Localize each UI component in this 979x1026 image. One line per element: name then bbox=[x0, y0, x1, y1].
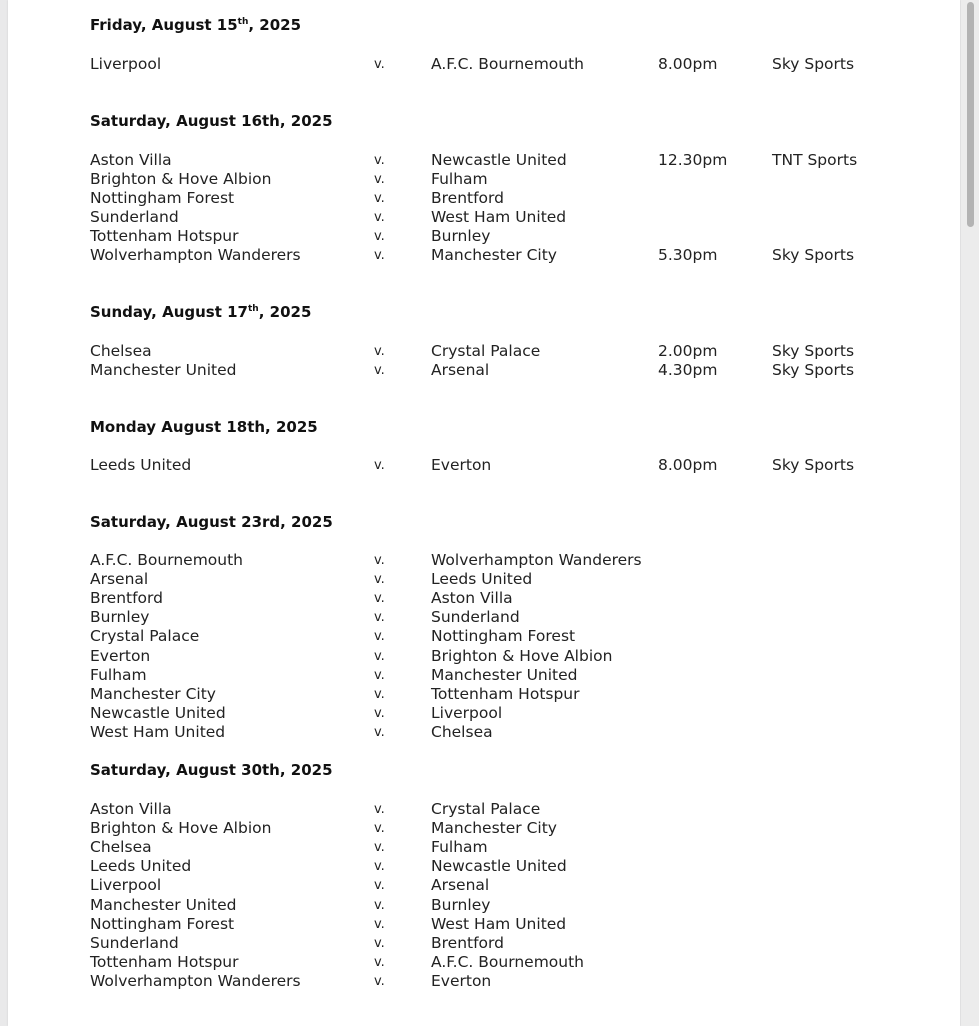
away-team: Nottingham Forest bbox=[431, 627, 576, 645]
away-team: Aston Villa bbox=[431, 589, 513, 607]
date-heading bbox=[90, 761, 333, 780]
date-ordinal-suffix: th bbox=[248, 304, 259, 314]
home-team: Aston Villa bbox=[90, 800, 172, 818]
date-heading-text: Saturday, August 23rd, 2025 bbox=[90, 513, 333, 531]
away-team: Brighton & Hove Albion bbox=[431, 647, 613, 665]
date-heading-text: Sunday, August 17 bbox=[90, 303, 248, 321]
versus-label: v. bbox=[374, 572, 385, 587]
away-team: Crystal Palace bbox=[431, 800, 541, 818]
fixture-row bbox=[8, 915, 948, 934]
home-team: A.F.C. Bournemouth bbox=[90, 551, 243, 569]
versus-label: v. bbox=[374, 859, 385, 874]
home-team: Burnley bbox=[90, 608, 150, 626]
versus-label: v. bbox=[374, 706, 385, 721]
broadcaster: Sky Sports bbox=[772, 342, 855, 360]
away-team: West Ham United bbox=[431, 915, 567, 933]
versus-label: v. bbox=[374, 668, 385, 683]
versus-label: v. bbox=[374, 840, 385, 855]
date-heading-year: , 2025 bbox=[258, 303, 312, 321]
versus-label: v. bbox=[374, 955, 385, 970]
home-team: Sunderland bbox=[90, 934, 179, 952]
date-heading-year: , 2025 bbox=[248, 16, 302, 34]
away-team: Newcastle United bbox=[431, 151, 567, 169]
away-team: Burnley bbox=[431, 896, 491, 914]
home-team: Leeds United bbox=[90, 456, 192, 474]
away-team: Manchester United bbox=[431, 666, 578, 684]
fixture-row bbox=[8, 666, 948, 685]
fixture-row bbox=[8, 170, 948, 189]
home-team: Brighton & Hove Albion bbox=[90, 170, 272, 188]
fixture-row bbox=[8, 934, 948, 953]
away-team: Everton bbox=[431, 456, 492, 474]
fixture-row bbox=[8, 227, 948, 246]
home-team: Liverpool bbox=[90, 876, 162, 894]
versus-label: v. bbox=[374, 629, 385, 644]
broadcaster: Sky Sports bbox=[772, 456, 855, 474]
fixture-row bbox=[8, 189, 948, 208]
versus-label: v. bbox=[374, 610, 385, 625]
home-team: Tottenham Hotspur bbox=[90, 953, 239, 971]
home-team: Manchester United bbox=[90, 896, 237, 914]
home-team: Manchester United bbox=[90, 361, 237, 379]
home-team: Sunderland bbox=[90, 208, 179, 226]
away-team: Chelsea bbox=[431, 723, 493, 741]
kickoff-time: 4.30pm bbox=[658, 361, 718, 379]
versus-label: v. bbox=[374, 248, 385, 263]
away-team: Fulham bbox=[431, 170, 488, 188]
date-heading-text: Saturday, August 30th, 2025 bbox=[90, 761, 333, 779]
kickoff-time: 5.30pm bbox=[658, 246, 718, 264]
home-team: Brighton & Hove Albion bbox=[90, 819, 272, 837]
home-team: Nottingham Forest bbox=[90, 915, 235, 933]
fixture-document bbox=[8, 0, 960, 1026]
away-team: Sunderland bbox=[431, 608, 520, 626]
fixture-row bbox=[8, 55, 948, 74]
fixture-row bbox=[8, 647, 948, 666]
date-heading-text: Friday, August 15 bbox=[90, 16, 238, 34]
date-heading-text: Saturday, August 16th, 2025 bbox=[90, 112, 333, 130]
away-team: Wolverhampton Wanderers bbox=[431, 551, 642, 569]
kickoff-time: 2.00pm bbox=[658, 342, 718, 360]
versus-label: v. bbox=[374, 802, 385, 817]
away-team: Burnley bbox=[431, 227, 491, 245]
away-team: Manchester City bbox=[431, 246, 557, 264]
versus-label: v. bbox=[374, 687, 385, 702]
away-team: Arsenal bbox=[431, 876, 490, 894]
home-team: Liverpool bbox=[90, 55, 162, 73]
home-team: Wolverhampton Wanderers bbox=[90, 246, 301, 264]
fixture-row bbox=[8, 551, 948, 570]
away-team: Newcastle United bbox=[431, 857, 567, 875]
date-heading bbox=[90, 112, 333, 131]
away-team: A.F.C. Bournemouth bbox=[431, 55, 584, 73]
home-team: Chelsea bbox=[90, 342, 152, 360]
fixture-row bbox=[8, 896, 948, 915]
versus-label: v. bbox=[374, 936, 385, 951]
away-team: Everton bbox=[431, 972, 492, 990]
away-team: Liverpool bbox=[431, 704, 503, 722]
date-heading bbox=[90, 303, 311, 322]
fixture-row bbox=[8, 151, 948, 170]
date-ordinal-suffix: th bbox=[237, 17, 249, 27]
fixture-row bbox=[8, 819, 948, 838]
scrollbar-track[interactable] bbox=[961, 0, 979, 1026]
away-team: Manchester City bbox=[431, 819, 557, 837]
versus-label: v. bbox=[374, 553, 385, 568]
date-heading bbox=[90, 418, 318, 437]
fixture-row bbox=[8, 208, 948, 227]
away-team: Tottenham Hotspur bbox=[431, 685, 580, 703]
kickoff-time: 8.00pm bbox=[658, 456, 718, 474]
away-team: Crystal Palace bbox=[431, 342, 541, 360]
home-team: Crystal Palace bbox=[90, 627, 200, 645]
away-team: Brentford bbox=[431, 934, 504, 952]
fixture-row bbox=[8, 246, 948, 265]
fixture-row bbox=[8, 838, 948, 857]
versus-label: v. bbox=[374, 591, 385, 606]
versus-label: v. bbox=[374, 153, 385, 168]
versus-label: v. bbox=[374, 229, 385, 244]
fixture-row bbox=[8, 608, 948, 627]
fixture-row bbox=[8, 876, 948, 895]
home-team: Chelsea bbox=[90, 838, 152, 856]
fixture-row bbox=[8, 972, 948, 991]
home-team: Everton bbox=[90, 647, 151, 665]
versus-label: v. bbox=[374, 458, 385, 473]
fixture-row bbox=[8, 570, 948, 589]
home-team: Fulham bbox=[90, 666, 147, 684]
versus-label: v. bbox=[374, 974, 385, 989]
away-team: West Ham United bbox=[431, 208, 567, 226]
versus-label: v. bbox=[374, 57, 385, 72]
broadcaster: TNT Sports bbox=[772, 151, 858, 169]
versus-label: v. bbox=[374, 363, 385, 378]
fixture-row bbox=[8, 361, 948, 380]
home-team: Aston Villa bbox=[90, 151, 172, 169]
kickoff-time: 12.30pm bbox=[658, 151, 728, 169]
versus-label: v. bbox=[374, 821, 385, 836]
versus-label: v. bbox=[374, 649, 385, 664]
broadcaster: Sky Sports bbox=[772, 361, 855, 379]
home-team: Newcastle United bbox=[90, 704, 226, 722]
versus-label: v. bbox=[374, 210, 385, 225]
fixture-row bbox=[8, 589, 948, 608]
fixture-row bbox=[8, 723, 948, 742]
home-team: Leeds United bbox=[90, 857, 192, 875]
scrollbar-thumb[interactable] bbox=[967, 2, 974, 227]
fixture-row bbox=[8, 800, 948, 819]
home-team: Nottingham Forest bbox=[90, 189, 235, 207]
home-team: Manchester City bbox=[90, 685, 216, 703]
away-team: Brentford bbox=[431, 189, 504, 207]
fixture-row bbox=[8, 953, 948, 972]
versus-label: v. bbox=[374, 898, 385, 913]
date-heading bbox=[90, 16, 301, 35]
away-team: Leeds United bbox=[431, 570, 533, 588]
home-team: Arsenal bbox=[90, 570, 149, 588]
home-team: West Ham United bbox=[90, 723, 226, 741]
away-team: Fulham bbox=[431, 838, 488, 856]
versus-label: v. bbox=[374, 191, 385, 206]
home-team: Brentford bbox=[90, 589, 163, 607]
home-team: Wolverhampton Wanderers bbox=[90, 972, 301, 990]
away-team: Arsenal bbox=[431, 361, 490, 379]
fixture-row bbox=[8, 685, 948, 704]
versus-label: v. bbox=[374, 878, 385, 893]
fixture-row bbox=[8, 857, 948, 876]
date-heading bbox=[90, 513, 333, 532]
versus-label: v. bbox=[374, 917, 385, 932]
date-heading-text: Monday August 18th, 2025 bbox=[90, 418, 318, 436]
fixture-row bbox=[8, 456, 948, 475]
broadcaster: Sky Sports bbox=[772, 55, 855, 73]
away-team: A.F.C. Bournemouth bbox=[431, 953, 584, 971]
versus-label: v. bbox=[374, 172, 385, 187]
fixture-row bbox=[8, 704, 948, 723]
versus-label: v. bbox=[374, 344, 385, 359]
fixture-row bbox=[8, 342, 948, 361]
kickoff-time: 8.00pm bbox=[658, 55, 718, 73]
fixture-row bbox=[8, 627, 948, 646]
broadcaster: Sky Sports bbox=[772, 246, 855, 264]
home-team: Tottenham Hotspur bbox=[90, 227, 239, 245]
versus-label: v. bbox=[374, 725, 385, 740]
